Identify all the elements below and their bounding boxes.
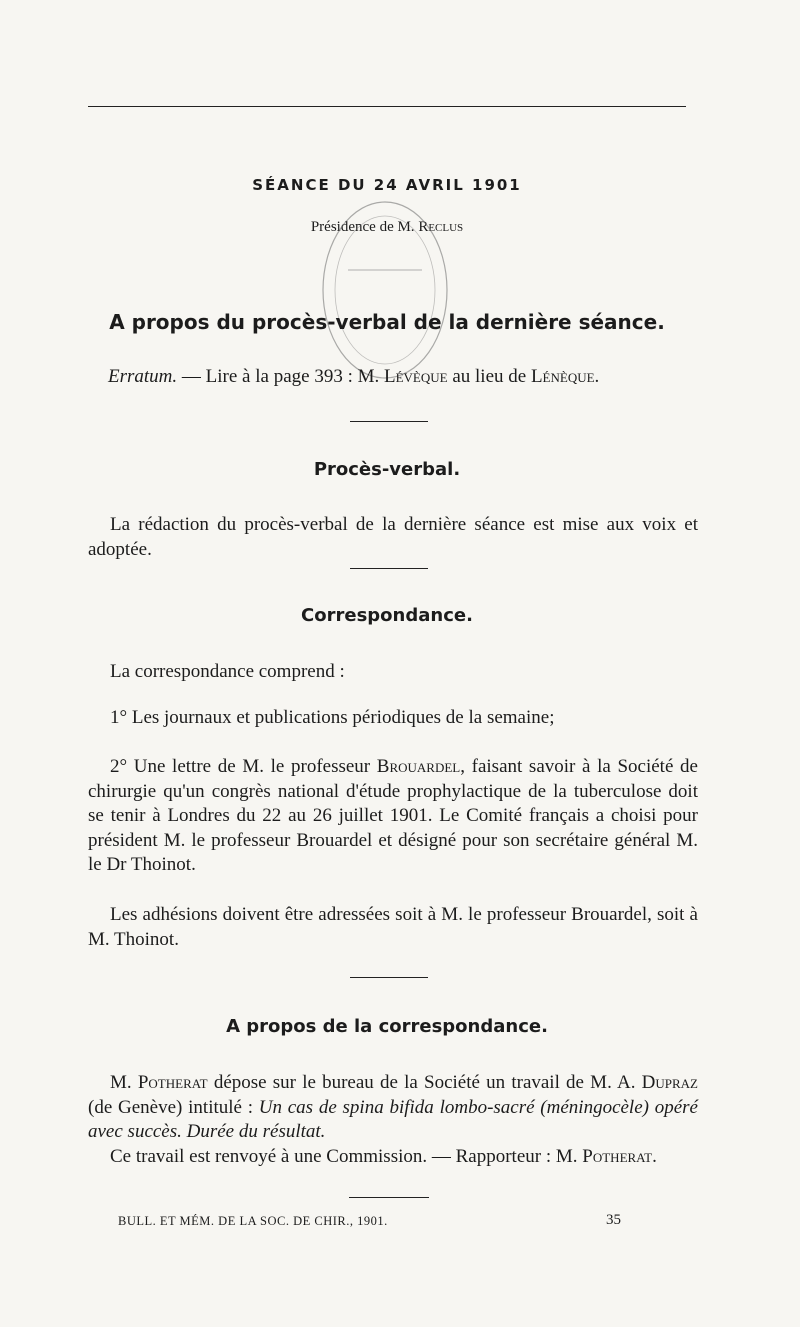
erratum-wrong-name: Lénèque. — [530, 366, 600, 387]
item2-text-a: 2° Une lettre de M. le professeur — [110, 756, 377, 777]
p1-name-potherat: Potherat — [137, 1072, 208, 1093]
separator-3 — [350, 977, 428, 978]
president-name: Reclus — [418, 219, 464, 235]
erratum-label: Erratum. — [108, 366, 178, 387]
proces-verbal-body: La rédaction du procès-verbal de la dernière séance est mise aux voix et adoptée. — [88, 514, 698, 560]
erratum-correct-name: Lévèque — [384, 366, 448, 387]
about-correspondance-p1 — [88, 1071, 698, 1145]
erratum-mid-text: au lieu de — [447, 366, 531, 387]
presidency-prefix: Présidence de M. — [310, 219, 415, 235]
section-title-about-correspondance: A propos de la correspondance. — [226, 1016, 548, 1037]
footer-journal: BULL. ET MÉM. DE LA SOC. DE CHIR., 1901. — [118, 1214, 388, 1228]
item2-name: Brouardel — [376, 756, 461, 777]
p1-text-a: M. — [110, 1072, 138, 1093]
section-title-proces-verbal: Procès-verbal. — [313, 459, 461, 480]
page-number: 35 — [606, 1212, 621, 1228]
p2-name: Potherat. — [582, 1146, 657, 1167]
erratum-line — [108, 366, 599, 388]
item2-text-b: , faisant savoir à la Société de chirurgie qu'un congrès national d'étude prophylactique de la tuberculose doit se tenir à Londres du 22 au 26 juillet 1901. Le Comité français a choisi pour président M. le professeur Brouardel et désigné pour son secrétaire général M. le Dr Thoinot. — [88, 756, 698, 875]
about-correspondance-p2 — [88, 1145, 698, 1170]
erratum-text: — Lire à la page 393 : M. — [177, 366, 384, 387]
p1-text-c: (de Genève) intitulé : — [88, 1096, 259, 1118]
separator-4 — [349, 1197, 429, 1198]
p1-name-dupraz: Dupraz — [641, 1072, 698, 1093]
section-title-minutes-previous: A propos du procès-verbal de la dernière séance. — [109, 310, 665, 334]
p2-text: Ce travail est renvoyé à une Commission. — Rapporteur : M. — [110, 1146, 583, 1167]
separator-1 — [350, 421, 428, 422]
p1-work-title: Un cas de spina bifida lombo-sacré (méningocèle) opéré avec succès. Durée du résultat. — [88, 1096, 698, 1142]
section-title-correspondance: Correspondance. — [301, 605, 473, 626]
correspondance-item-1: 1° Les journaux et publications périodiques de la semaine; — [110, 707, 555, 728]
correspondance-item-2 — [88, 755, 698, 878]
correspondance-intro: La correspondance comprend : — [110, 661, 345, 682]
top-rule — [88, 106, 686, 107]
separator-2 — [350, 568, 428, 569]
library-stamp — [310, 190, 460, 385]
p1-text-b: dépose sur le bureau de la Société un travail de M. A. — [207, 1072, 642, 1093]
correspondance-item-3: Les adhésions doivent être adressées soit à M. le professeur Brouardel, soit à M. Thoinot. — [88, 904, 698, 950]
session-heading: SÉANCE DU 24 AVRIL 1901 — [252, 176, 522, 194]
